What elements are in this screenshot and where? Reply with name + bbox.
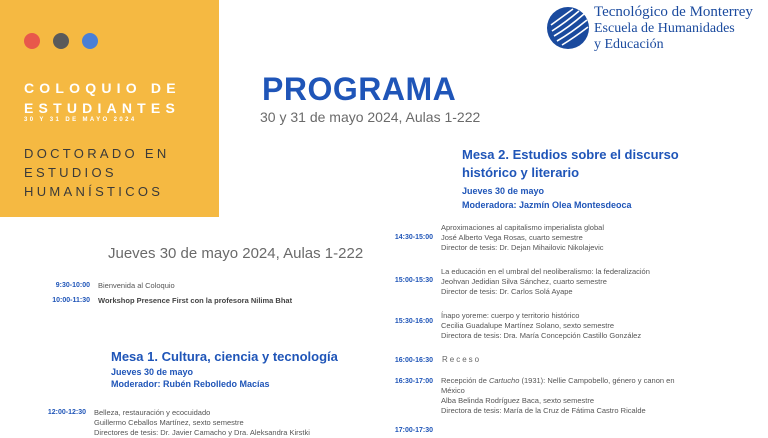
event-dates: 30 Y 31 DE MAYO 2024 (24, 117, 137, 123)
talk-entry: Belleza, restauración y ecocuidado Guillermo Ceballos Martínez, sexto semestre Directores de tesis: Dr. Javier Camacho y Dra. Aleksandra Kirstki (94, 408, 310, 437)
schedule-time: 15:30-16:00 (394, 318, 433, 325)
day-header: Jueves 30 de mayo 2024, Aulas 1-222 (108, 245, 364, 262)
receso-label: Receso (442, 355, 482, 364)
talk-entry: Recepción de Cartucho (1931): Nellie Campobello, género y canon en México Alba Belinda Rodríguez Baca, sexto semestre Directora de tesis: María de la Cruz de Fátima Castro Ricalde (441, 376, 675, 415)
institution-name: Tecnológico de Monterrey Escuela de Humanidades y Educación (594, 4, 753, 52)
gray-dot-icon (53, 33, 69, 49)
page-subtitle: 30 y 31 de mayo 2024, Aulas 1-222 (260, 109, 481, 125)
talk-entry: La educación en el umbral del neoliberalismo: la federalización Jeohvan Jedidian Silva Sánchez, cuarto semestre Director de tesis: Dr. Carlos Solá Ayape (441, 267, 650, 296)
talk-entry: Aproximaciones al capitalismo imperialista global José Alberto Vega Rosas, cuarto semestre Director de tesis: Dr. Dejan Mihailovic Nikolajevic (441, 223, 604, 252)
program-name: DOCTORADO EN ESTUDIOS HUMANÍSTICOS (24, 146, 170, 199)
schedule-time: 15:00-15:30 (394, 277, 433, 284)
red-dot-icon (24, 33, 40, 49)
page-title: PROGRAMA (262, 71, 457, 107)
schedule-item: Bienvenida al Coloquio (98, 281, 175, 290)
schedule-time: 12:00-12:30 (47, 409, 86, 416)
talk-entry: Ínapo yoreme: cuerpo y territorio histórico Cecilia Guadalupe Martínez Solano, sexto semestre Directora de tesis: Dra. María Concepción Castillo González (441, 311, 642, 340)
schedule-time: 16:30-17:00 (394, 378, 433, 385)
tec-logo-icon (546, 6, 590, 50)
event-title: COLOQUIO DE ESTUDIANTES (24, 80, 181, 116)
schedule-time: 16:00-16:30 (394, 357, 433, 364)
mesa2-moderator: Moderadora: Jazmín Olea Montesdeoca (462, 200, 632, 210)
blue-dot-icon (82, 33, 98, 49)
mesa2-date: Jueves 30 de mayo (462, 186, 545, 196)
schedule-time: 14:30-15:00 (394, 234, 433, 241)
schedule-time: 9:30-10:00 (55, 282, 90, 289)
mesa1-moderator: Moderador: Rubén Rebolledo Macías (111, 379, 270, 389)
mesa2-title: Mesa 2. Estudios sobre el discurso histórico y literario (462, 147, 679, 180)
schedule-item: Workshop Presence First con la profesora Nilima Bhat (98, 296, 293, 305)
schedule-time: 17:00-17:30 (394, 427, 433, 434)
mesa1-title: Mesa 1. Cultura, ciencia y tecnología (111, 349, 338, 364)
mesa1-date: Jueves 30 de mayo (111, 367, 194, 377)
schedule-time: 10:00-11:30 (52, 297, 90, 304)
